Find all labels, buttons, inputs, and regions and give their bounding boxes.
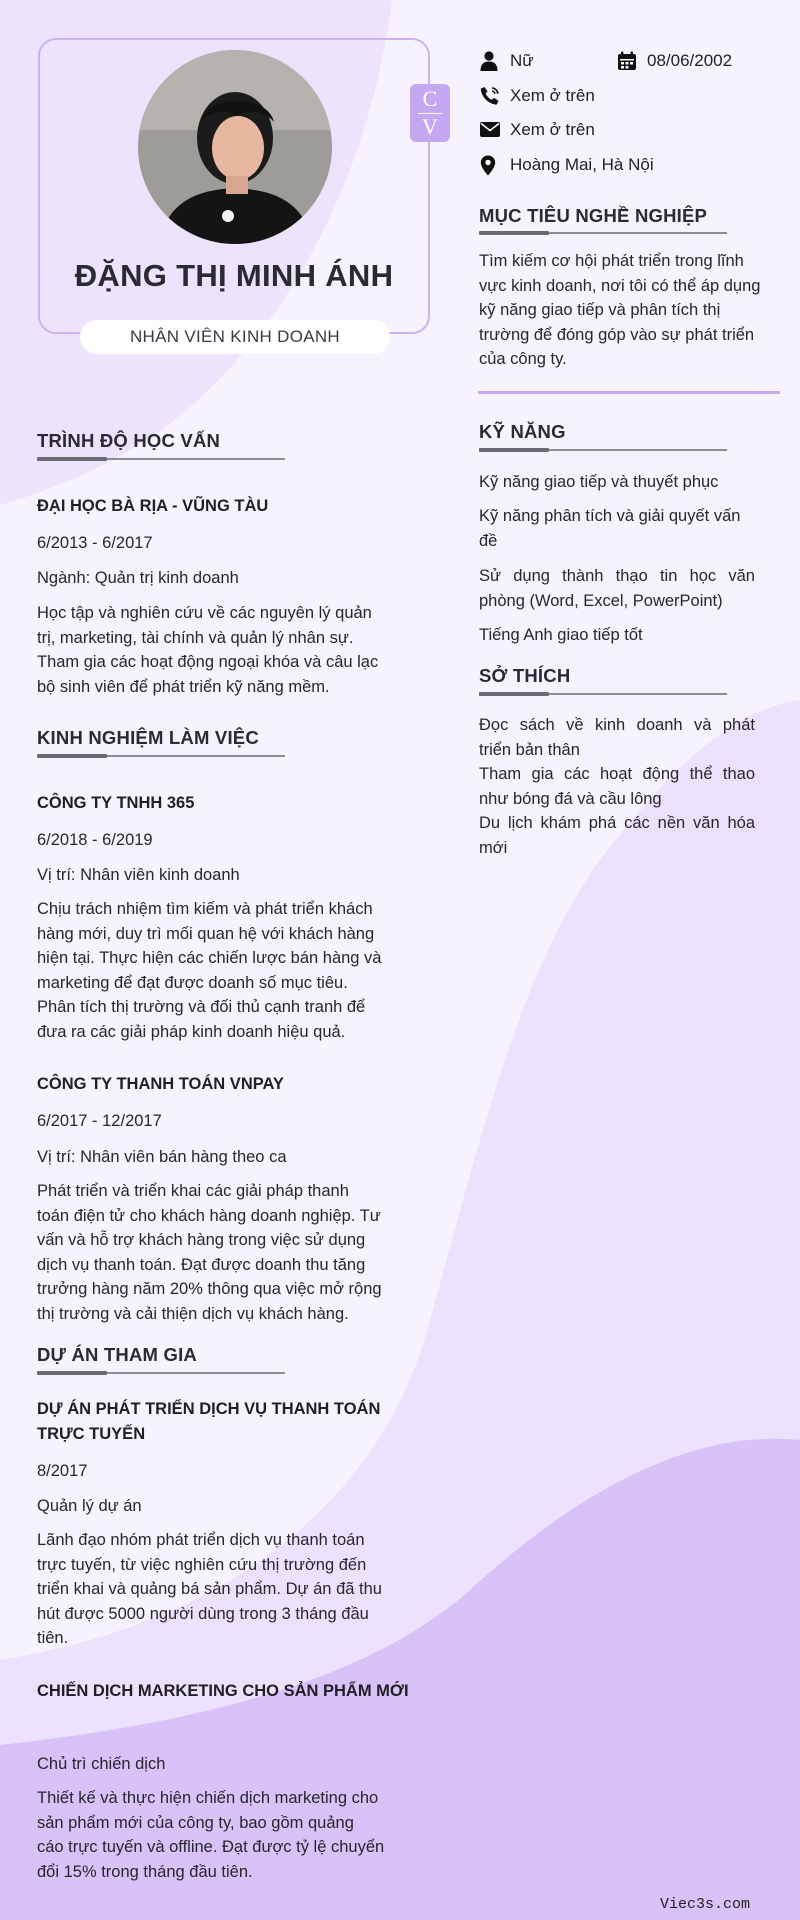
project-description-line: đổi 15% trong tháng đầu tiên. (37, 1862, 253, 1881)
location-icon (480, 155, 496, 176)
hobbies-heading: SỞ THÍCH (479, 665, 571, 686)
experience-underline (37, 754, 285, 758)
job-description (37, 1179, 407, 1326)
cv-badge (410, 84, 450, 142)
job-description-line: marketing để đạt được doanh số mục tiêu. (37, 973, 348, 992)
career-objective-heading: MỤC TIÊU NGHỀ NGHIỆP (479, 205, 708, 226)
calendar-icon (617, 51, 637, 71)
education-major: Ngành: Quản trị kinh doanh (37, 569, 239, 587)
company-name: CÔNG TY THANH TOÁN VNPAY (37, 1075, 284, 1093)
project-name-line: DỰ ÁN PHÁT TRIỂN DỊCH VỤ THANH TOÁN (37, 1400, 381, 1418)
contact-phone (480, 84, 680, 108)
skill-item (479, 504, 755, 553)
education-description-line: Tham gia các hoạt động ngoại khóa và câu lạc (37, 653, 379, 671)
education-description-line: bộ sinh viên để phát triển kỹ năng mềm. (37, 677, 330, 696)
address-value: Hoàng Mai, Hà Nội (510, 155, 654, 174)
job-description-line: hàng mới, duy trì mối quan hệ với khách hàng (37, 924, 375, 943)
job-period: 6/2018 - 6/2019 (37, 831, 153, 849)
project-description-line: Lãnh đạo nhóm phát triển dịch vụ thanh toán (37, 1531, 365, 1549)
gender-value: Nữ (510, 51, 534, 70)
education-description (37, 601, 407, 699)
project-description-line: trực tuyến, từ việc nghiên cứu thị trường đến (37, 1555, 367, 1574)
contact-address (480, 153, 720, 177)
project-description-line: cáo trực tuyến và offline. Đạt được tỷ lệ chuyển (37, 1838, 385, 1856)
project-description-line: Thiết kế và thực hiện chiến dịch marketing cho (37, 1789, 379, 1807)
skill-item-line: phòng (Word, Excel, PowerPoint) (479, 591, 723, 610)
job-description-line: Chịu trách nhiệm tìm kiếm và phát triển khách (37, 900, 373, 918)
project-description-line: tiên. (37, 1629, 69, 1647)
career-objective-line: kỹ năng giao tiếp và phân tích thị (479, 301, 721, 319)
project-description-line: hút được 5000 người dùng trong 3 tháng đầu (37, 1604, 369, 1623)
hobby-item-line: Du lịch khám phá các nền văn hóa (479, 814, 755, 832)
job-description-line: dịch vụ thanh toán. Đạt được doanh thu tăng (37, 1255, 366, 1274)
career-objective-text (479, 249, 779, 372)
education-underline (37, 457, 285, 461)
job-description-line: Phân tích thị trường và đối thủ cạnh tranh để (37, 998, 366, 1016)
job-position: Vị trí: Nhân viên kinh doanh (37, 866, 240, 884)
skill-item-line: Sử dụng thành thạo tin học văn (479, 567, 755, 585)
skill-item-line: Tiếng Anh giao tiếp tốt (479, 626, 643, 644)
project-role: Quản lý dự án (37, 1497, 142, 1515)
skill-item (479, 470, 755, 495)
project-period: 8/2017 (37, 1462, 88, 1480)
career-objective-line: Tìm kiếm cơ hội phát triển trong lĩnh (479, 252, 744, 270)
hobbies-underline (479, 692, 727, 696)
site-watermark: Viec3s.com (660, 1896, 751, 1913)
phone-value: Xem ở trên (510, 86, 595, 105)
projects-underline (37, 1371, 285, 1375)
school-name: ĐẠI HỌC BÀ RỊA - VŨNG TÀU (37, 497, 269, 515)
experience-heading: KINH NGHIỆM LÀM VIỆC (37, 727, 259, 748)
cv-badge-letter-v: V (422, 114, 438, 139)
birthdate-value: 08/06/2002 (647, 51, 733, 70)
hobby-item-line: Tham gia các hoạt động thể thao (479, 765, 755, 783)
job-description-line: thị trường và cải thiện dịch vụ khách hàng. (37, 1304, 349, 1323)
job-description (37, 897, 407, 1044)
career-objective-line: trường để đóng góp vào sự phát triển (479, 325, 755, 344)
skill-item-line: Kỹ năng giao tiếp và thuyết phục (479, 473, 719, 491)
skill-item-line: Kỹ năng phân tích và giải quyết vấn (479, 507, 741, 525)
contact-gender (480, 49, 600, 73)
career-objective-underline (479, 231, 727, 235)
hobby-item-line: như bóng đá và cầu lông (479, 789, 662, 808)
job-title: NHÂN VIÊN KINH DOANH (80, 320, 390, 354)
project-name-line: TRỰC TUYẾN (37, 1425, 146, 1443)
contact-email (480, 118, 680, 142)
skills-heading: KỸ NĂNG (479, 421, 566, 442)
job-description-line: hiện tại. Thực hiện các chiến lược bán hàng và (37, 949, 382, 967)
cv-badge-letter-c: C (422, 86, 438, 111)
skill-item (479, 623, 755, 648)
project-name (37, 1679, 417, 1704)
career-objective-line: của công ty. (479, 350, 567, 368)
job-description-line: trưởng hàng năm 20% thông qua việc mở rộng (37, 1280, 382, 1298)
career-objective-line: vực kinh doanh, nơi tôi có thể áp dụng (479, 276, 761, 295)
education-description-line: Học tập và nghiên cứu về các nguyên lý quản (37, 604, 372, 622)
project-description (37, 1786, 407, 1884)
job-position: Vị trí: Nhân viên bán hàng theo ca (37, 1148, 287, 1166)
contact-birthdate (617, 49, 777, 73)
job-description-line: vấn và hỗ trợ khách hàng trong việc sử dụng (37, 1231, 366, 1249)
projects-heading: DỰ ÁN THAM GIA (37, 1344, 197, 1365)
hobby-item-line: Đọc sách về kinh doanh và phát (479, 716, 755, 734)
skill-item-line: đề (479, 531, 498, 550)
job-description-line: Phát triển và triển khai các giải pháp thanh (37, 1182, 349, 1200)
mail-icon (480, 120, 500, 138)
hobby-item-line: mới (479, 838, 508, 857)
hobby-item (479, 713, 755, 762)
project-name-line: CHIẾN DỊCH MARKETING CHO SẢN PHẨM MỚI (37, 1682, 409, 1700)
education-heading: TRÌNH ĐỘ HỌC VẤN (37, 430, 221, 451)
candidate-name: ĐẶNG THỊ MINH ÁNH (74, 258, 394, 293)
phone-icon (480, 86, 500, 106)
hobby-item (479, 762, 755, 811)
section-divider (478, 391, 780, 394)
project-description (37, 1528, 407, 1651)
hobby-item (479, 811, 755, 860)
skill-item (479, 564, 755, 613)
job-period: 6/2017 - 12/2017 (37, 1112, 162, 1130)
hobby-item-line: triển bản thân (479, 740, 580, 759)
user-icon (480, 51, 498, 71)
project-name (37, 1397, 417, 1447)
job-description-line: toán điện tử cho khách hàng doanh nghiệp. Tư (37, 1206, 381, 1225)
email-value: Xem ở trên (510, 120, 595, 139)
education-period: 6/2013 - 6/2017 (37, 534, 153, 552)
job-description-line: đưa ra các giải pháp kinh doanh hiệu quả. (37, 1022, 346, 1041)
project-description-line: triển khai và quảng bá sản phẩm. Dự án đã thu (37, 1580, 382, 1598)
education-description-line: trị, marketing, tài chính và quản lý nhân sự. (37, 628, 354, 647)
project-description-line: sản phẩm mới của công ty, bao gồm quảng (37, 1813, 354, 1832)
company-name: CÔNG TY TNHH 365 (37, 794, 195, 812)
profile-photo (138, 50, 332, 244)
project-role: Chủ trì chiến dịch (37, 1755, 166, 1773)
skills-underline (479, 448, 727, 452)
